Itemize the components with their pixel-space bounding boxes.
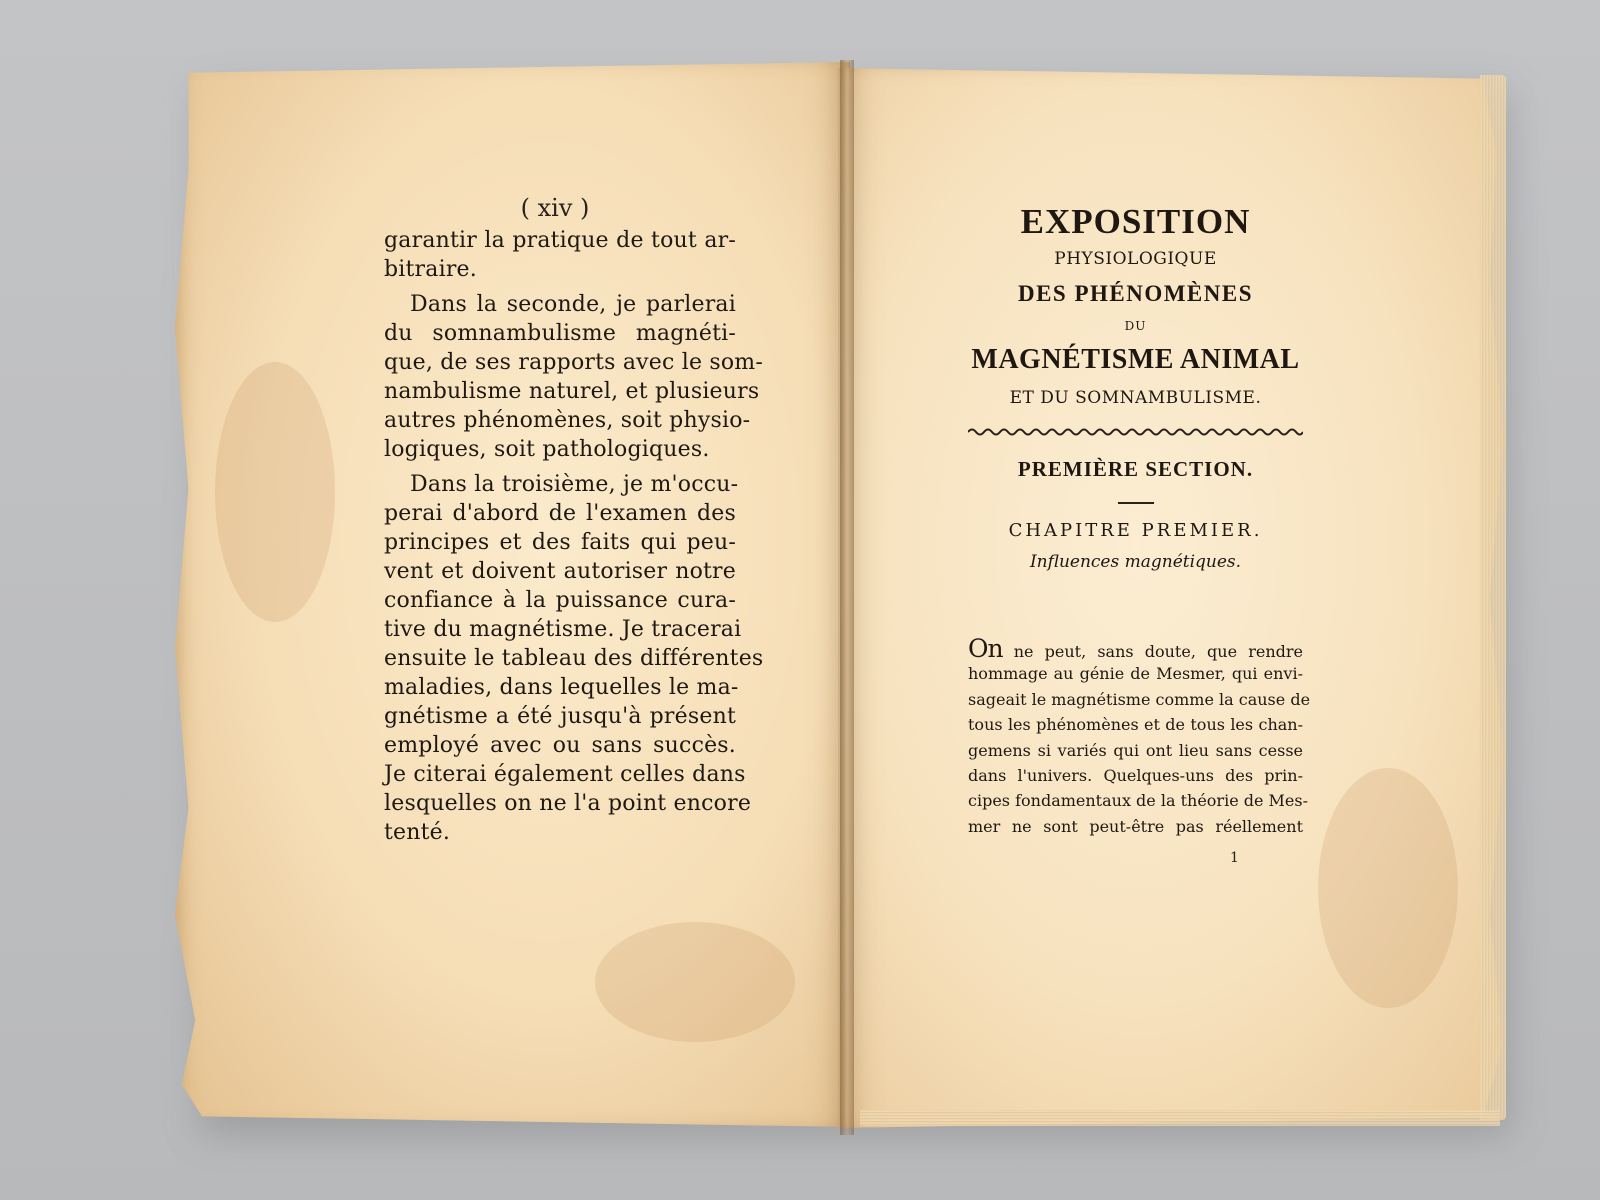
main-title: EXPOSITION — [1020, 202, 1251, 241]
text-line: mer ne sont peut-être pas réellement — [968, 816, 1303, 836]
text-line: garantir la pratique de tout ar- — [384, 228, 736, 253]
page-stain — [1318, 768, 1458, 1008]
title-line: DU — [1124, 319, 1147, 333]
text-line: logiques, soit pathologiques. — [384, 437, 710, 462]
page-edges-bottom — [860, 1110, 1500, 1126]
text-line: sageait le magnétisme comme la cause de — [968, 689, 1311, 709]
left-page-text — [384, 226, 764, 847]
chapter-subtitle: Influences magnétiques. — [1029, 552, 1242, 572]
right-page-text — [968, 634, 1311, 839]
text-line: Dans la troisième, je m'occu- — [410, 472, 739, 497]
wavy-rule — [968, 426, 1303, 438]
text-line: bitraire. — [384, 257, 477, 282]
text-line: tous les phénomènes et de tous les chan- — [968, 715, 1303, 735]
text-fragment: ne peut, sans doute, que rendre — [1013, 642, 1303, 661]
page-stain — [215, 362, 335, 622]
text-line: ensuite le tableau des différentes — [384, 646, 764, 671]
text-line: employé avec ou sans succès. — [384, 733, 736, 758]
section-heading: PREMIÈRE SECTION. — [1017, 457, 1254, 481]
title-line: ET DU SOMNAMBULISME. — [1009, 388, 1262, 408]
drop-cap: On — [968, 634, 1003, 663]
text-line: principes et des faits qui peu- — [384, 530, 736, 555]
text-line: tenté. — [384, 820, 451, 845]
text-line: perai d'abord de l'examen des — [384, 501, 736, 526]
text-line: tive du magnétisme. Je tracerai — [384, 617, 742, 642]
text-line: Dans la seconde, je parlerai — [410, 292, 736, 317]
text-line: cipes fondamentaux de la théorie de Mes- — [968, 791, 1309, 811]
title-block — [968, 200, 1303, 574]
text-line — [968, 636, 1303, 661]
text-line: autres phénomènes, soit physio- — [384, 408, 751, 433]
text-line: Je citerai également celles dans — [384, 762, 746, 787]
book-gutter — [840, 60, 854, 1135]
text-line: gnétisme a été jusqu'à présent — [384, 704, 736, 729]
chapter-heading: CHAPITRE PREMIER. — [1008, 520, 1263, 541]
page-number: ( xiv ) — [520, 194, 590, 222]
text-line: du somnambulisme magnéti- — [384, 321, 736, 346]
title-line: PHYSIOLOGIQUE — [1054, 249, 1217, 269]
page-edges-right — [1480, 75, 1506, 1120]
text-line: gemens si variés qui ont lieu sans cesse — [968, 740, 1303, 760]
short-rule — [1118, 502, 1154, 504]
page-stain — [595, 922, 795, 1042]
text-line: maladies, dans lequelles le ma- — [384, 675, 739, 700]
signature-mark: 1 — [1230, 850, 1239, 866]
text-line: vent et doivent autoriser notre — [384, 559, 736, 584]
text-line: confiance à la puissance cura- — [384, 588, 736, 613]
text-line: que, de ses rapports avec le som- — [384, 350, 763, 375]
text-line: hommage au génie de Mesmer, qui envi- — [968, 664, 1303, 684]
text-line: lesquelles on ne l'a point encore — [384, 791, 752, 816]
title-line: MAGNÉTISME ANIMAL — [971, 344, 1300, 375]
title-line: DES PHÉNOMÈNES — [1017, 281, 1254, 306]
text-line: dans l'univers. Quelques-uns des prin- — [968, 765, 1303, 785]
text-line: nambulisme naturel, et plusieurs — [384, 379, 760, 404]
